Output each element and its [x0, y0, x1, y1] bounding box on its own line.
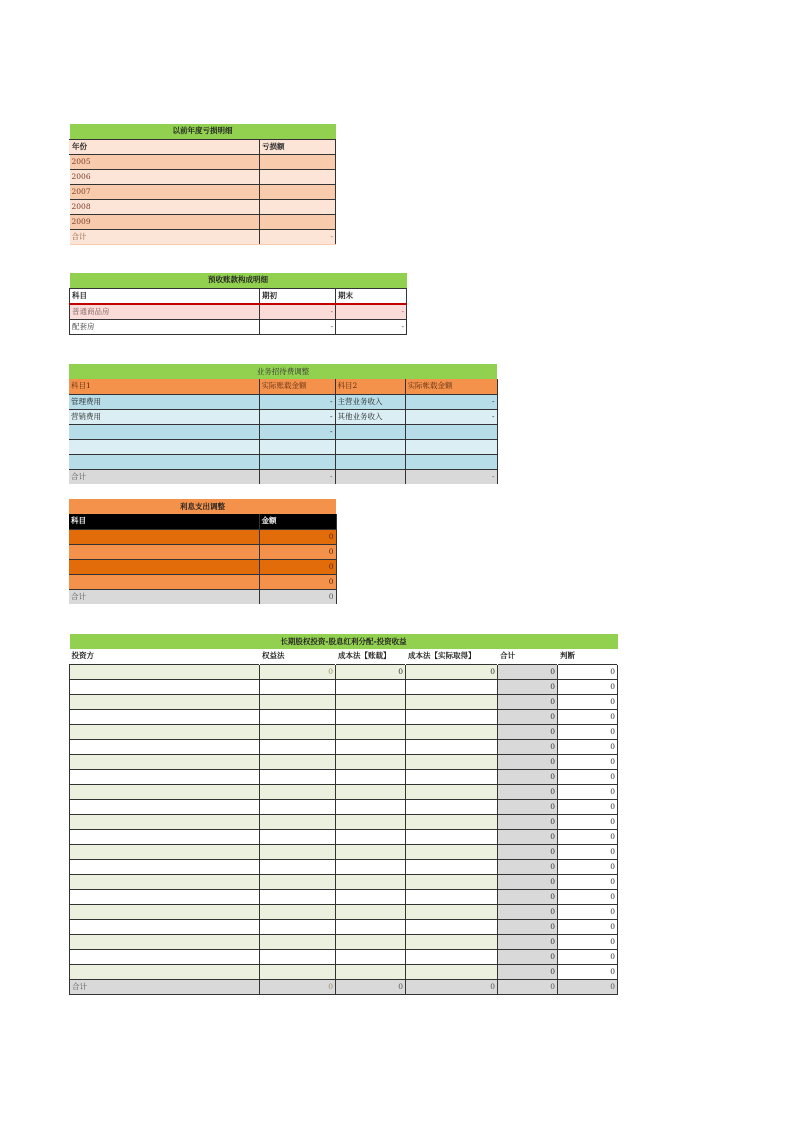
- cell-judgement: 0: [558, 724, 618, 739]
- cell-year[interactable]: 2005: [70, 154, 260, 169]
- cell-cost-book[interactable]: [336, 904, 406, 919]
- cell-subject-2[interactable]: 主营业务收入: [335, 394, 405, 409]
- cell-subject-2[interactable]: [335, 439, 405, 454]
- cell-sum: 0: [498, 934, 558, 949]
- cell-sum: 0: [498, 919, 558, 934]
- cell-ending[interactable]: -: [336, 319, 407, 334]
- total-cost-book: 0: [336, 979, 406, 994]
- cell-equity-method[interactable]: [260, 784, 336, 799]
- header-equity-method: 权益法: [260, 649, 336, 664]
- cell-sum: 0: [498, 664, 558, 679]
- cell-cost-book[interactable]: [336, 799, 406, 814]
- cell-equity-method[interactable]: [260, 799, 336, 814]
- cell-equity-method[interactable]: [260, 724, 336, 739]
- cell-amount-2[interactable]: -: [405, 409, 497, 424]
- cell-investor[interactable]: [70, 919, 260, 934]
- cell-ending[interactable]: -: [336, 304, 407, 320]
- cell-investor[interactable]: [70, 769, 260, 784]
- cell-judgement: 0: [558, 844, 618, 859]
- cell-investor[interactable]: [70, 754, 260, 769]
- cell-investor[interactable]: [70, 904, 260, 919]
- cell-equity-method[interactable]: [260, 694, 336, 709]
- header-sum: 合计: [498, 649, 558, 664]
- header-subject: 科目: [70, 288, 260, 304]
- cell-judgement: 0: [558, 874, 618, 889]
- cell-amount-1[interactable]: -: [259, 424, 335, 439]
- cell-investor[interactable]: [70, 664, 260, 679]
- table-row: [70, 919, 618, 934]
- header-cost-method-actual: 成本法【实际取得】: [406, 649, 498, 664]
- cell-judgement: 0: [558, 799, 618, 814]
- advance-receipts-table: [69, 273, 407, 335]
- cell-sum: 0: [498, 949, 558, 964]
- cell-cost-actual[interactable]: [406, 814, 498, 829]
- cell-sum: 0: [498, 739, 558, 754]
- total-label: 合计: [69, 469, 259, 484]
- table-row: [70, 889, 618, 904]
- cell-investor[interactable]: [70, 799, 260, 814]
- header-year: 年份: [70, 139, 260, 154]
- cell-sum: 0: [498, 784, 558, 799]
- cell-cost-actual[interactable]: [406, 799, 498, 814]
- cell-year[interactable]: 2006: [70, 169, 260, 184]
- cell-year[interactable]: 2007: [70, 184, 260, 199]
- cell-cost-book[interactable]: [336, 814, 406, 829]
- header-judgement: 判断: [558, 649, 618, 664]
- cell-sum: 0: [498, 904, 558, 919]
- loss-detail-table: [69, 124, 336, 245]
- cell-investor[interactable]: [70, 934, 260, 949]
- cell-sum: 0: [498, 769, 558, 784]
- cell-equity-method[interactable]: [260, 844, 336, 859]
- total-loss-amount: -: [260, 229, 336, 244]
- interest-table-title: 利息支出调整: [69, 499, 336, 514]
- cell-investor[interactable]: [70, 949, 260, 964]
- cell-equity-method[interactable]: [260, 859, 336, 874]
- cell-equity-method[interactable]: [260, 919, 336, 934]
- table-row: [70, 874, 618, 889]
- cell-investor[interactable]: [70, 679, 260, 694]
- cell-cost-book[interactable]: [336, 889, 406, 904]
- cell-cost-actual[interactable]: [406, 844, 498, 859]
- cell-judgement: 0: [558, 934, 618, 949]
- cell-judgement: 0: [558, 859, 618, 874]
- entertainment-expense-table: [69, 364, 498, 484]
- cell-amount[interactable]: 0: [259, 559, 336, 574]
- cell-loss-amount[interactable]: [260, 199, 336, 214]
- cell-cost-actual[interactable]: 0: [406, 664, 498, 679]
- cell-equity-method[interactable]: [260, 739, 336, 754]
- cell-subject[interactable]: [69, 574, 259, 589]
- table-row: [70, 859, 618, 874]
- total-amount: 0: [259, 589, 336, 604]
- header-beginning: 期初: [260, 288, 336, 304]
- table-row: [70, 694, 618, 709]
- header-subject: 科目: [69, 514, 259, 529]
- total-cost-actual: 0: [406, 979, 498, 994]
- table-row: [70, 964, 618, 979]
- cell-subject[interactable]: 普通商品房: [70, 304, 260, 320]
- cell-equity-method[interactable]: [260, 709, 336, 724]
- interest-expense-table: [69, 499, 337, 604]
- cell-investor[interactable]: [70, 739, 260, 754]
- cell-cost-book[interactable]: [336, 739, 406, 754]
- cell-judgement: 0: [558, 814, 618, 829]
- cell-cost-actual[interactable]: [406, 694, 498, 709]
- loss-table-title: 以前年度亏损明细: [70, 124, 336, 139]
- cell-loss-amount[interactable]: [260, 214, 336, 229]
- cell-cost-actual[interactable]: [406, 709, 498, 724]
- cell-investor[interactable]: [70, 889, 260, 904]
- cell-subject-1[interactable]: [69, 439, 259, 454]
- cell-cost-actual[interactable]: [406, 859, 498, 874]
- table-row: [70, 784, 618, 799]
- header-ending: 期末: [336, 288, 407, 304]
- cell-investor[interactable]: [70, 829, 260, 844]
- cell-cost-actual[interactable]: [406, 934, 498, 949]
- table-row: [70, 754, 618, 769]
- cell-cost-actual[interactable]: [406, 919, 498, 934]
- cell-amount-2[interactable]: [405, 424, 497, 439]
- header-investor: 投资方: [70, 649, 260, 664]
- cell-equity-method[interactable]: [260, 934, 336, 949]
- cell-subject-1[interactable]: 管理费用: [69, 394, 259, 409]
- total-label: 合计: [69, 589, 259, 604]
- cell-cost-actual[interactable]: [406, 874, 498, 889]
- cell-equity-method[interactable]: [260, 679, 336, 694]
- cell-cost-actual[interactable]: [406, 769, 498, 784]
- cell-amount-1[interactable]: [259, 454, 335, 469]
- header-cost-method-book: 成本法【账载】: [336, 649, 406, 664]
- cell-equity-method[interactable]: [260, 964, 336, 979]
- header-amount: 金额: [259, 514, 336, 529]
- cell-year[interactable]: 2009: [70, 214, 260, 229]
- cell-cost-book[interactable]: [336, 679, 406, 694]
- table-row: [70, 679, 618, 694]
- cell-cost-actual[interactable]: [406, 964, 498, 979]
- cell-equity-method[interactable]: [260, 904, 336, 919]
- cell-equity-method[interactable]: [260, 769, 336, 784]
- cell-amount-2[interactable]: [405, 439, 497, 454]
- total-judgement: 0: [558, 979, 618, 994]
- cell-investor[interactable]: [70, 859, 260, 874]
- cell-loss-amount[interactable]: [260, 169, 336, 184]
- cell-judgement: 0: [558, 964, 618, 979]
- total-equity-method: 0: [260, 979, 336, 994]
- cell-judgement: 0: [558, 949, 618, 964]
- cell-cost-book[interactable]: [336, 949, 406, 964]
- cell-amount[interactable]: 0: [259, 544, 336, 559]
- total-amount-1: -: [259, 469, 335, 484]
- cell-subject[interactable]: 配套房: [70, 319, 260, 334]
- cell-investor[interactable]: [70, 874, 260, 889]
- cell-equity-method[interactable]: [260, 814, 336, 829]
- cell-sum: 0: [498, 679, 558, 694]
- total-subject-2: [335, 469, 405, 484]
- cell-cost-actual[interactable]: [406, 829, 498, 844]
- cell-loss-amount[interactable]: [260, 154, 336, 169]
- cell-cost-actual[interactable]: [406, 754, 498, 769]
- cell-judgement: 0: [558, 679, 618, 694]
- table-row: [70, 724, 618, 739]
- cell-equity-method[interactable]: [260, 874, 336, 889]
- cell-sum: 0: [498, 694, 558, 709]
- cell-cost-actual[interactable]: [406, 724, 498, 739]
- cell-equity-method[interactable]: [260, 754, 336, 769]
- cell-investor[interactable]: [70, 724, 260, 739]
- cell-cost-book[interactable]: [336, 709, 406, 724]
- cell-beginning[interactable]: -: [260, 319, 336, 334]
- table-row: [70, 769, 618, 784]
- cell-subject-2[interactable]: [335, 454, 405, 469]
- cell-sum: 0: [498, 889, 558, 904]
- cell-judgement: 0: [558, 889, 618, 904]
- cell-equity-method[interactable]: [260, 949, 336, 964]
- cell-cost-book[interactable]: [336, 844, 406, 859]
- cell-cost-book[interactable]: [336, 769, 406, 784]
- cell-year[interactable]: 2008: [70, 199, 260, 214]
- cell-cost-actual[interactable]: [406, 904, 498, 919]
- total-label: 合计: [70, 229, 260, 244]
- cell-cost-book[interactable]: [336, 859, 406, 874]
- cell-cost-book[interactable]: [336, 754, 406, 769]
- cell-subject-1[interactable]: [69, 424, 259, 439]
- cell-cost-actual[interactable]: [406, 784, 498, 799]
- cell-subject[interactable]: [69, 544, 259, 559]
- cell-cost-actual[interactable]: [406, 949, 498, 964]
- header-actual-amount-1: 实际账载金额: [259, 379, 335, 394]
- cell-cost-book[interactable]: [336, 874, 406, 889]
- cell-cost-book[interactable]: 0: [336, 664, 406, 679]
- cell-equity-method[interactable]: 0: [260, 664, 336, 679]
- entertainment-table-title: 业务招待费调整: [69, 364, 497, 379]
- cell-equity-method[interactable]: [260, 829, 336, 844]
- cell-cost-book[interactable]: [336, 964, 406, 979]
- cell-cost-book[interactable]: [336, 784, 406, 799]
- long-term-investment-table: [69, 634, 618, 995]
- cell-investor[interactable]: [70, 964, 260, 979]
- table-row: [70, 799, 618, 814]
- cell-investor[interactable]: [70, 844, 260, 859]
- cell-judgement: 0: [558, 739, 618, 754]
- cell-sum: 0: [498, 829, 558, 844]
- cell-amount-1[interactable]: [259, 439, 335, 454]
- investment-table-title: 长期股权投资-股息红利分配-投资收益: [70, 634, 618, 649]
- cell-sum: 0: [498, 814, 558, 829]
- cell-amount-2[interactable]: -: [405, 394, 497, 409]
- table-row: [70, 739, 618, 754]
- table-row: [70, 949, 618, 964]
- table-row: [70, 934, 618, 949]
- cell-loss-amount[interactable]: [260, 184, 336, 199]
- header-loss-amount: 亏损额: [260, 139, 336, 154]
- table-row: [70, 709, 618, 724]
- header-subject-1: 科目1: [69, 379, 259, 394]
- cell-cost-actual[interactable]: [406, 679, 498, 694]
- cell-cost-book[interactable]: [336, 934, 406, 949]
- cell-judgement: 0: [558, 769, 618, 784]
- cell-cost-actual[interactable]: [406, 889, 498, 904]
- total-label: 合计: [70, 979, 260, 994]
- cell-amount[interactable]: 0: [259, 574, 336, 589]
- cell-cost-book[interactable]: [336, 829, 406, 844]
- cell-investor[interactable]: [70, 694, 260, 709]
- cell-judgement: 0: [558, 709, 618, 724]
- cell-sum: 0: [498, 874, 558, 889]
- cell-amount-1[interactable]: -: [259, 394, 335, 409]
- cell-subject-2[interactable]: [335, 424, 405, 439]
- cell-investor[interactable]: [70, 709, 260, 724]
- cell-sum: 0: [498, 844, 558, 859]
- cell-equity-method[interactable]: [260, 889, 336, 904]
- cell-sum: 0: [498, 964, 558, 979]
- cell-sum: 0: [498, 859, 558, 874]
- table-row: [70, 844, 618, 859]
- table-row: [70, 829, 618, 844]
- cell-beginning[interactable]: -: [260, 304, 336, 320]
- table-row: [70, 814, 618, 829]
- cell-judgement: 0: [558, 754, 618, 769]
- total-sum: 0: [498, 979, 558, 994]
- cell-judgement: 0: [558, 919, 618, 934]
- table-row: [70, 904, 618, 919]
- cell-judgement: 0: [558, 904, 618, 919]
- total-amount-2: -: [405, 469, 497, 484]
- cell-judgement: 0: [558, 829, 618, 844]
- cell-investor[interactable]: [70, 814, 260, 829]
- cell-investor[interactable]: [70, 784, 260, 799]
- cell-subject[interactable]: [69, 529, 259, 544]
- header-subject-2: 科目2: [335, 379, 405, 394]
- cell-amount-1[interactable]: -: [259, 409, 335, 424]
- cell-sum: 0: [498, 724, 558, 739]
- cell-judgement: 0: [558, 694, 618, 709]
- cell-cost-book[interactable]: [336, 919, 406, 934]
- cell-subject[interactable]: [69, 559, 259, 574]
- cell-amount[interactable]: 0: [259, 529, 336, 544]
- cell-amount-2[interactable]: [405, 454, 497, 469]
- cell-judgement: 0: [558, 784, 618, 799]
- cell-sum: 0: [498, 799, 558, 814]
- cell-cost-book[interactable]: [336, 724, 406, 739]
- cell-subject-1[interactable]: [69, 454, 259, 469]
- advance-table-title: 预收账款构成明细: [70, 273, 407, 288]
- cell-sum: 0: [498, 754, 558, 769]
- cell-sum: 0: [498, 709, 558, 724]
- cell-judgement: 0: [558, 664, 618, 679]
- header-actual-amount-2: 实际帐载金额: [405, 379, 497, 394]
- cell-subject-2[interactable]: 其他业务收入: [335, 409, 405, 424]
- cell-cost-actual[interactable]: [406, 739, 498, 754]
- cell-cost-book[interactable]: [336, 694, 406, 709]
- cell-subject-1[interactable]: 营销费用: [69, 409, 259, 424]
